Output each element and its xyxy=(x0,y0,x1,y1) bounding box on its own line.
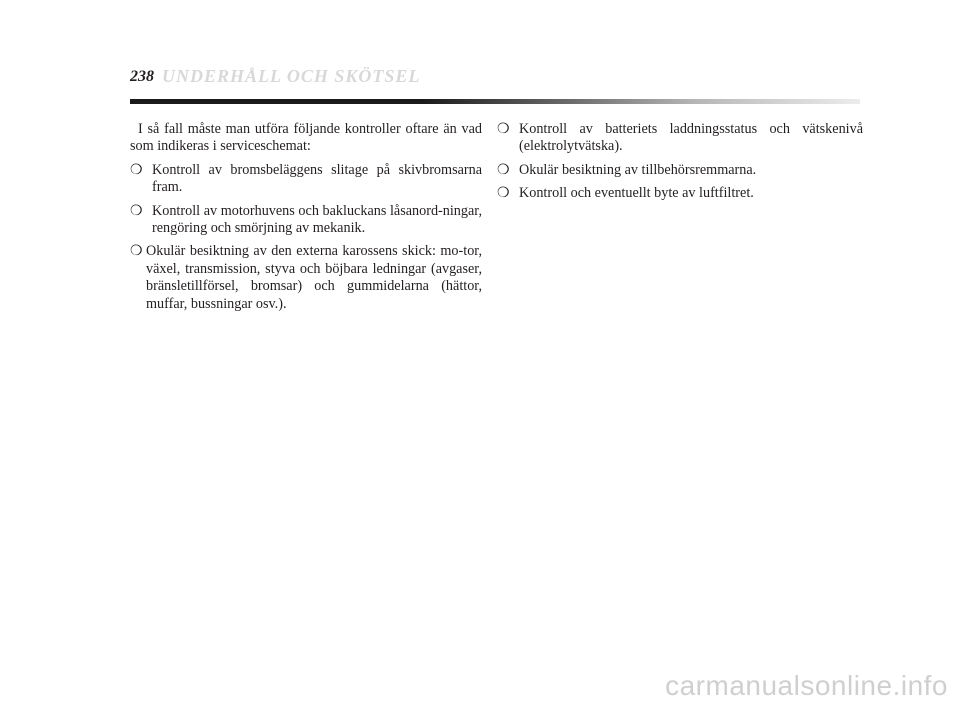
list-item xyxy=(130,162,482,197)
list-item xyxy=(497,162,863,179)
bullet-icon: ❍ xyxy=(497,162,510,178)
intro-paragraph: I så fall måste man utföra följande kontroller oftare än vad som indikeras i serviceschemat: xyxy=(130,121,482,155)
bullet-icon: ❍ xyxy=(130,162,143,178)
list-item xyxy=(497,185,863,202)
list-item-text: Kontroll av batteriets laddningsstatus och vätskenivå (elektrolytvätska). xyxy=(519,121,863,155)
bullet-icon: ❍ xyxy=(497,186,510,202)
list-item-text: Kontroll av motorhuvens och bakluckans låsanord-ningar, rengöring och smörjning av mekanik. xyxy=(152,202,482,237)
bullet-icon: ❍ xyxy=(130,244,143,260)
right-column xyxy=(497,121,863,209)
list-item xyxy=(130,203,482,238)
bullet-icon: ❍ xyxy=(130,203,143,219)
list-item xyxy=(130,243,482,313)
bullet-icon: ❍ xyxy=(497,122,510,137)
list-item xyxy=(497,121,863,156)
header-rule xyxy=(130,99,860,104)
list-item-text: Kontroll av bromsbeläggens slitage på skivbromsarna fram. xyxy=(152,161,482,196)
list-item-text: Kontroll och eventuellt byte av luftfiltret. xyxy=(519,185,754,202)
watermark: carmanualsonline.info xyxy=(665,670,948,701)
left-column xyxy=(130,121,482,319)
list-item-text: Okulär besiktning av tillbehörsremmarna. xyxy=(519,161,757,178)
section-title: UNDERHÅLL OCH SKÖTSEL xyxy=(162,66,421,86)
list-item-text: Okulär besiktning av den externa karossens skick: mo-tor, växel, transmission, styva och böjbara ledningar (avgaser, bränsletillförsel, bromsar) och gummidelarna (hättor, muffar, bussningar osv.). xyxy=(146,243,482,312)
page-number: 238 xyxy=(130,68,154,85)
